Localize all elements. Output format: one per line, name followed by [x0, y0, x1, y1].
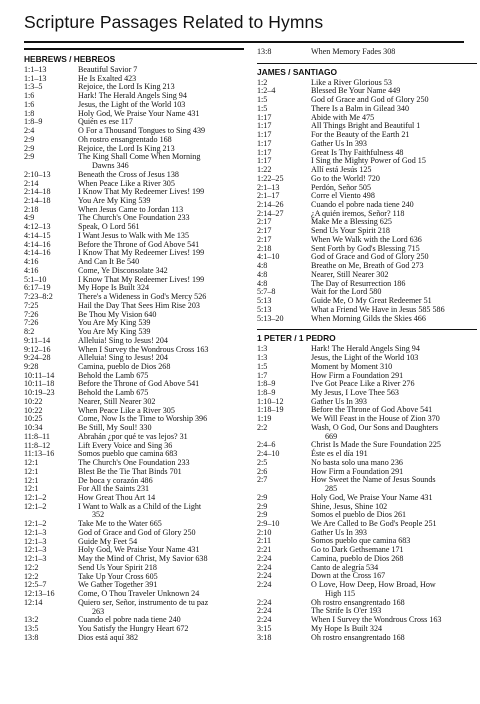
index-entry — [24, 599, 244, 608]
hymn-title: How Firm a Foundation 291 — [311, 370, 404, 380]
hymn-title: 352 — [92, 510, 105, 520]
scripture-reference: 1:1–13 — [24, 73, 47, 83]
scripture-reference: 1:3–5 — [24, 82, 43, 92]
index-entry — [257, 48, 477, 57]
hymn-title: God of Grace and God of Glory 250 — [311, 95, 429, 105]
hymn-title: Before the Throne of God Above 541 — [78, 379, 200, 389]
hymn-title: You Are My King 539 — [78, 318, 151, 328]
scripture-reference: 12:1–2 — [24, 501, 47, 511]
hymn-title: Abide with Me 475 — [311, 112, 375, 122]
scripture-reference: 2:9–10 — [257, 518, 280, 528]
hymn-title: Like a River Glorious 53 — [311, 77, 392, 87]
hymn-title: When Peace Like a River 305 — [78, 405, 175, 415]
scripture-reference: 2:24 — [257, 606, 272, 616]
scripture-reference: 4:16 — [24, 257, 39, 267]
hymn-title: 263 — [92, 606, 105, 616]
scripture-reference: 7:26 — [24, 309, 39, 319]
scripture-reference: 2:24 — [257, 615, 272, 625]
hymn-title: Holy God, We Praise Your Name 431 — [78, 545, 200, 555]
scripture-reference: 2:4–6 — [257, 440, 276, 450]
hymn-title: Wash, O God, Our Sons and Daughters — [311, 422, 439, 432]
hymn-title: Quién es ese 117 — [78, 117, 133, 127]
scripture-reference: 5:13 — [257, 296, 272, 306]
hymn-title: I've Got Peace Like a River 276 — [311, 379, 415, 389]
hymn-title: When I Survey the Wondrous Cross 163 — [311, 615, 442, 625]
scripture-reference: 11:8–12 — [24, 440, 51, 450]
index-entry — [257, 131, 477, 140]
hymn-title: Holy God, We Praise Your Name 431 — [78, 108, 200, 118]
scripture-reference: 9:28 — [24, 361, 39, 371]
hymn-title: For the Beauty of the Earth 21 — [311, 130, 410, 140]
hymn-title: Christ Is Made the Sure Foundation 225 — [311, 440, 441, 450]
scripture-reference: 2:24 — [257, 571, 272, 581]
hymn-title: I Want Jesus to Walk with Me 135 — [78, 230, 190, 240]
scripture-reference: 12:2 — [24, 571, 39, 581]
scripture-reference: 11:13–16 — [24, 449, 55, 459]
scripture-reference: 1:5 — [257, 95, 268, 105]
scripture-reference: 2:9 — [257, 510, 268, 520]
title-rule — [24, 41, 464, 43]
hymn-title: Somos pueblo que camina 683 — [78, 449, 178, 459]
hymn-title: Oh rostro ensangrentado 168 — [311, 632, 405, 642]
scripture-reference: 2:17 — [257, 234, 272, 244]
index-entry — [257, 520, 477, 529]
hymn-title: Alleluia! Sing to Jesus! 204 — [78, 353, 168, 363]
scripture-reference: 12:1–3 — [24, 527, 47, 537]
hymn-title: There's a Wideness in God's Mercy 526 — [78, 292, 207, 302]
hymn-title: The Church's One Foundation 233 — [78, 458, 190, 468]
scripture-reference: 12:1 — [24, 458, 39, 468]
scripture-reference: 1:17 — [257, 112, 272, 122]
scripture-reference: 2:18 — [24, 204, 39, 214]
hymn-title: Be Thou My Vision 640 — [78, 309, 157, 319]
index-entry — [257, 424, 477, 433]
scripture-reference: 3:15 — [257, 623, 272, 633]
hymn-title: Sent Forth by God's Blessing 715 — [311, 243, 420, 253]
scripture-reference: 2:18 — [257, 243, 272, 253]
hymn-title: You Satisfy the Hungry Heart 672 — [78, 624, 189, 633]
scripture-reference: 4:14–15 — [24, 230, 51, 240]
scripture-reference: 12:1–3 — [24, 545, 47, 555]
index-entry — [24, 503, 244, 512]
scripture-reference: 12:1 — [24, 466, 39, 476]
hymn-title: Allí está Jesús 125 — [311, 165, 372, 175]
hymn-title: The King Shall Come When Morning — [78, 152, 201, 162]
index-entry — [257, 315, 477, 324]
hymn-title: My Hope Is Built 324 — [78, 283, 150, 293]
hymn-title: Great Is Thy Faithfulness 48 — [311, 147, 404, 157]
hymn-title: Guide Me, O My Great Redeemer 51 — [311, 296, 432, 306]
hymn-title: You Are My King 539 — [78, 196, 151, 206]
hymn-title: Be Still, My Soul! 330 — [78, 423, 152, 433]
scripture-reference: 2:24 — [257, 580, 272, 590]
scripture-reference: 2:17 — [257, 226, 272, 236]
scripture-reference: 1:17 — [257, 147, 272, 157]
scripture-reference: 7:26 — [24, 318, 39, 328]
hymn-title: Take Up Your Cross 605 — [78, 571, 158, 581]
hymn-title: Nearer, Still Nearer 302 — [78, 396, 156, 406]
scripture-reference: 1:8–9 — [24, 117, 43, 127]
scripture-reference: 4:8 — [257, 269, 268, 279]
hymn-title: We Will Feast in the House of Zion 370 — [311, 414, 440, 424]
scripture-reference: 2:14–18 — [24, 187, 51, 197]
scripture-reference: 2:24 — [257, 597, 272, 607]
index-entry — [257, 634, 477, 643]
hymn-title: Gather Us In 393 — [311, 527, 367, 537]
scripture-reference: 9:11–14 — [24, 335, 51, 345]
hymn-title: Guide My Feet 54 — [78, 536, 138, 546]
hymn-title: May the Mind of Christ, My Savior 638 — [78, 554, 208, 564]
hymn-title: Lift Every Voice and Sing 36 — [78, 440, 173, 450]
scripture-reference: 10:11–14 — [24, 370, 55, 380]
scripture-reference: 4:9 — [24, 213, 35, 223]
scripture-reference: 13:8 — [257, 47, 272, 56]
hymn-title: Go to the World! 720 — [311, 173, 380, 183]
hymn-title: Take Me to the Water 665 — [78, 519, 162, 529]
scripture-reference: 13:5 — [24, 624, 39, 633]
scripture-reference: 2:14–26 — [257, 200, 284, 210]
scripture-reference: 5:13 — [257, 304, 272, 314]
hymn-title: I Know That My Redeemer Lives! 199 — [78, 248, 205, 258]
scripture-reference: 2:21 — [257, 545, 272, 555]
hymn-title: Hail the Day That Sees Him Rise 203 — [78, 300, 200, 310]
page-title: Scripture Passages Related to Hymns — [24, 12, 324, 32]
hymn-title: Send Us Your Spirit 218 — [78, 562, 157, 572]
scripture-reference: 2:9 — [24, 134, 35, 144]
scripture-reference: 5:13–20 — [257, 313, 284, 323]
scripture-reference: 7:23–8:2 — [24, 292, 53, 302]
scripture-reference: 2:9 — [24, 152, 35, 162]
hymn-title: Come, Ye Disconsolate 342 — [78, 265, 168, 275]
hymn-title: Somos el pueblo de Dios 261 — [311, 510, 407, 520]
scripture-reference: 1:8–9 — [257, 379, 276, 389]
hymn-title: My Jesus, I Love Thee 563 — [311, 387, 399, 397]
scripture-reference: 11:8–11 — [24, 431, 50, 441]
hymn-title: How Sweet the Name of Jesus Sounds — [311, 475, 436, 485]
hymn-title: 669 — [325, 431, 338, 441]
hymn-title: Holy God, We Praise Your Name 431 — [311, 492, 433, 502]
book-heading: HEBREWS / HEBREOS — [24, 48, 244, 65]
hymn-title: Make Me a Blessing 625 — [311, 217, 392, 227]
scripture-reference: 10:11–18 — [24, 379, 55, 389]
hymn-title: Dios está aquí 382 — [78, 632, 139, 642]
hymn-title: Before the Throne of God Above 541 — [78, 239, 200, 249]
hymn-title: Speak, O Lord 561 — [78, 222, 140, 232]
hymn-title: Down at the Cross 167 — [311, 571, 386, 581]
scripture-reference: 1:1–13 — [24, 65, 47, 74]
scripture-reference: 2:1–13 — [257, 182, 280, 192]
hymn-title: Dawns 346 — [92, 161, 129, 171]
hymn-title: Send Us Your Spirit 218 — [311, 226, 390, 236]
scripture-reference: 1:6 — [24, 99, 35, 109]
hymn-title: Blest Be the Tie That Binds 701 — [78, 466, 182, 476]
book-heading: JAMES / SANTIAGO — [257, 63, 477, 78]
hymn-title: When Memory Fades 308 — [311, 47, 396, 56]
scripture-reference: 4:8 — [257, 261, 268, 271]
hymn-title: We Gather Together 391 — [78, 580, 158, 590]
hymn-title: Rejoice, the Lord Is King 213 — [78, 143, 175, 153]
hymn-title: Beautiful Savior 7 — [78, 65, 138, 74]
scripture-reference: 8:2 — [24, 327, 35, 337]
scripture-reference: 1:5 — [257, 103, 268, 113]
scripture-reference: 13:8 — [24, 632, 39, 642]
hymn-title: Cuando el pobre nada tiene 240 — [311, 200, 414, 210]
scripture-reference: 2:9 — [24, 143, 35, 153]
scripture-reference: 2:4 — [24, 126, 35, 136]
hymn-title: For All the Saints 231 — [78, 484, 150, 494]
hymn-title: Corre el Viento 498 — [311, 191, 375, 201]
scripture-reference: 1:3 — [257, 344, 268, 354]
hymn-title: Shine, Jesus, Shine 102 — [311, 501, 388, 511]
hymn-title: I Know That My Redeemer Lives! 199 — [78, 187, 205, 197]
hymn-title: Hark! The Herald Angels Sing 94 — [311, 344, 420, 354]
hymn-title: The Strife Is O'er 193 — [311, 606, 382, 616]
scripture-reference: 4:14–16 — [24, 239, 51, 249]
hymn-title: Oh rostro ensangrentado 168 — [311, 597, 405, 607]
scripture-reference: 1:22–25 — [257, 173, 284, 183]
scripture-reference: 1:8–9 — [257, 387, 276, 397]
hymn-title: No basta solo una mano 236 — [311, 457, 403, 467]
scripture-reference: 7:25 — [24, 300, 39, 310]
index-entry — [257, 476, 477, 485]
scripture-reference: 2:24 — [257, 553, 272, 563]
right-column — [257, 48, 477, 642]
scripture-reference: 6:17–19 — [24, 283, 51, 293]
scripture-reference: 2:1–17 — [257, 191, 280, 201]
scripture-reference: 2:5 — [257, 457, 268, 467]
scripture-reference: 12:13–16 — [24, 589, 55, 599]
book-heading: 1 PETER / 1 PEDRO — [257, 329, 477, 344]
scripture-reference: 12:14 — [24, 597, 43, 607]
hymn-title: Canto de alegría 534 — [311, 562, 379, 572]
scripture-reference: 1:2–4 — [257, 86, 276, 96]
scripture-reference: 1:2 — [257, 77, 268, 87]
hymn-title: Camina, pueblo de Dios 268 — [311, 553, 404, 563]
scripture-reference: 2:4–10 — [257, 449, 280, 459]
hymn-title: When Morning Gilds the Skies 466 — [311, 313, 426, 323]
hymn-title: All Things Bright and Beautiful 1 — [311, 121, 421, 131]
hymn-title: When I Survey the Wondrous Cross 163 — [78, 344, 209, 354]
scripture-reference: 1:17 — [257, 130, 272, 140]
scripture-reference: 1:5 — [257, 361, 268, 371]
hymn-title: Éste es el día 191 — [311, 449, 368, 459]
scripture-reference: 4:16 — [24, 265, 39, 275]
scripture-reference: 1:18–19 — [257, 405, 284, 415]
hymn-title: Behold the Lamb 675 — [78, 370, 149, 380]
scripture-reference: 4:1–10 — [257, 252, 280, 262]
scripture-reference: 2:17 — [257, 217, 272, 227]
hymn-title: There Is a Balm in Gilead 340 — [311, 103, 409, 113]
hymn-title: Perdón, Señor 505 — [311, 182, 372, 192]
scripture-reference: 2:14–27 — [257, 208, 284, 218]
scripture-reference: 2:11 — [257, 536, 272, 546]
hymn-title: What a Friend We Have in Jesus 585 586 — [311, 304, 445, 314]
scripture-reference: 9:24–28 — [24, 353, 51, 363]
index-entry — [257, 389, 477, 398]
scripture-reference: 1:17 — [257, 156, 272, 166]
hymn-title: Blessed Be Your Name 449 — [311, 86, 401, 96]
hymn-title: Gather Us In 393 — [311, 396, 367, 406]
hymn-title: My Hope Is Built 324 — [311, 623, 383, 633]
hymn-title: God of Grace and God of Glory 250 — [78, 527, 196, 537]
hymn-title: I Want to Walk as a Child of the Light — [78, 501, 202, 511]
hymn-title: When Peace Like a River 305 — [78, 178, 175, 188]
hymn-title: The Church's One Foundation 233 — [78, 213, 190, 223]
hymn-title: ¿A quién iremos, Señor? 118 — [311, 208, 405, 218]
hymn-title: You Are My King 539 — [78, 327, 151, 337]
hymn-title: I Know That My Redeemer Lives! 199 — [78, 274, 205, 284]
scripture-reference: 5:7–8 — [257, 287, 276, 297]
hymn-title: We Are Called to Be God's People 251 — [311, 518, 437, 528]
scripture-reference: 2:9 — [257, 492, 268, 502]
scripture-reference: 1:8 — [24, 108, 35, 118]
hymn-title: Behold the Lamb 675 — [78, 388, 149, 398]
hymn-title: When We Walk with the Lord 636 — [311, 234, 422, 244]
scripture-reference: 12:2 — [24, 562, 39, 572]
hymn-title: Come, O Thou Traveler Unknown 24 — [78, 589, 200, 599]
hymn-title: Jesus, the Light of the World 103 — [78, 99, 186, 109]
index-entry — [24, 110, 244, 119]
scripture-reference: 2:14 — [24, 178, 39, 188]
hymn-title: I Sing the Mighty Power of God 15 — [311, 156, 426, 166]
scripture-reference: 1:17 — [257, 121, 272, 131]
scripture-reference: 1:10–12 — [257, 396, 284, 406]
hymn-title: O For a Thousand Tongues to Sing 439 — [78, 126, 206, 136]
hymn-title: Before the Throne of God Above 541 — [311, 405, 433, 415]
hymn-title: Oh rostro ensangrentado 168 — [78, 134, 172, 144]
scripture-reference: 4:14–16 — [24, 248, 51, 258]
scripture-reference: 12:1 — [24, 475, 39, 485]
scripture-reference: 10:25 — [24, 414, 43, 424]
hymn-title: 285 — [325, 484, 338, 494]
hymn-title: How Firm a Foundation 291 — [311, 466, 404, 476]
scripture-reference: 2:7 — [257, 475, 268, 485]
scripture-reference: 4:8 — [257, 278, 268, 288]
hymn-title: Beneath the Cross of Jesus 138 — [78, 169, 179, 179]
hymn-title: How Great Thou Art 14 — [78, 492, 156, 502]
scripture-reference: 2:14–18 — [24, 196, 51, 206]
scripture-reference: 5:1–10 — [24, 274, 47, 284]
index-entry — [257, 581, 477, 590]
hymn-title: Hark! The Herald Angels Sing 94 — [78, 91, 187, 101]
hymn-title: Abrahán ¿por qué te vas lejos? 31 — [78, 431, 188, 441]
hymn-title: Come, Now Is the Time to Worship 396 — [78, 414, 208, 424]
scripture-reference: 2:6 — [257, 466, 268, 476]
hymn-title: Somos pueblo que camina 683 — [311, 536, 411, 546]
scripture-reference: 1:7 — [257, 370, 268, 380]
hymn-title: De boca y corazón 486 — [78, 475, 153, 485]
hymn-title: Gather Us In 393 — [311, 138, 367, 148]
hymn-title: Quiero ser, Señor, instrumento de tu paz — [78, 597, 209, 607]
scripture-reference: 12:1–3 — [24, 536, 47, 546]
scripture-reference: 12:1–3 — [24, 554, 47, 564]
scripture-reference: 1:6 — [24, 91, 35, 101]
scripture-reference: 3:18 — [257, 632, 272, 642]
hymn-title: Go to Dark Gethsemane 171 — [311, 545, 404, 555]
scripture-reference: 12:1–2 — [24, 519, 47, 529]
scripture-reference: 12:5–7 — [24, 580, 47, 590]
scripture-reference: 12:1–2 — [24, 492, 47, 502]
left-column — [24, 48, 244, 642]
scripture-reference: 10:22 — [24, 405, 43, 415]
hymn-title: Wait for the Lord 580 — [311, 287, 382, 297]
hymn-title: Cuando el pobre nada tiene 240 — [78, 615, 181, 625]
scripture-reference: 2:2 — [257, 422, 268, 432]
hymn-title: O Love, How Deep, How Broad, How — [311, 580, 436, 590]
hymn-title: High 115 — [325, 588, 356, 598]
hymn-title: He Is Exalted 423 — [78, 73, 137, 83]
scripture-reference: 1:17 — [257, 138, 272, 148]
hymn-title: Nearer, Still Nearer 302 — [311, 269, 389, 279]
scripture-reference: 2:24 — [257, 562, 272, 572]
scripture-reference: 12:1 — [24, 484, 39, 494]
hymn-title: Rejoice, the Lord Is King 213 — [78, 82, 175, 92]
index-entry — [24, 634, 244, 643]
index-entry — [24, 153, 244, 162]
scripture-reference: 10:19–23 — [24, 388, 55, 398]
scripture-reference: 4:12–13 — [24, 222, 51, 232]
scripture-reference: 2:10 — [257, 527, 272, 537]
hymn-title: And Can It Be 540 — [78, 257, 140, 267]
scripture-reference: 13:2 — [24, 615, 39, 625]
hymn-title: When Jesus Came to Jordan 113 — [78, 204, 184, 214]
scripture-reference: 9:12–16 — [24, 344, 51, 354]
hymn-title: Camina, pueblo de Dios 268 — [78, 361, 171, 371]
hymn-title: Moment by Moment 310 — [311, 361, 393, 371]
hymn-title: Alleluia! Sing to Jesus! 204 — [78, 335, 168, 345]
scripture-reference: 2:10–13 — [24, 169, 51, 179]
scripture-reference: 1:3 — [257, 353, 268, 363]
hymn-title: The Day of Resurrection 186 — [311, 278, 406, 288]
scripture-reference: 2:9 — [257, 501, 268, 511]
hymn-title: Breathe on Me, Breath of God 273 — [311, 261, 424, 271]
scripture-reference: 1:19 — [257, 414, 272, 424]
scripture-reference: 1:22 — [257, 165, 272, 175]
scripture-reference: 10:22 — [24, 396, 43, 406]
hymn-title: God of Grace and God of Glory 250 — [311, 252, 429, 262]
hymn-title: Jesus, the Light of the World 103 — [311, 353, 419, 363]
scripture-reference: 10:34 — [24, 423, 43, 433]
